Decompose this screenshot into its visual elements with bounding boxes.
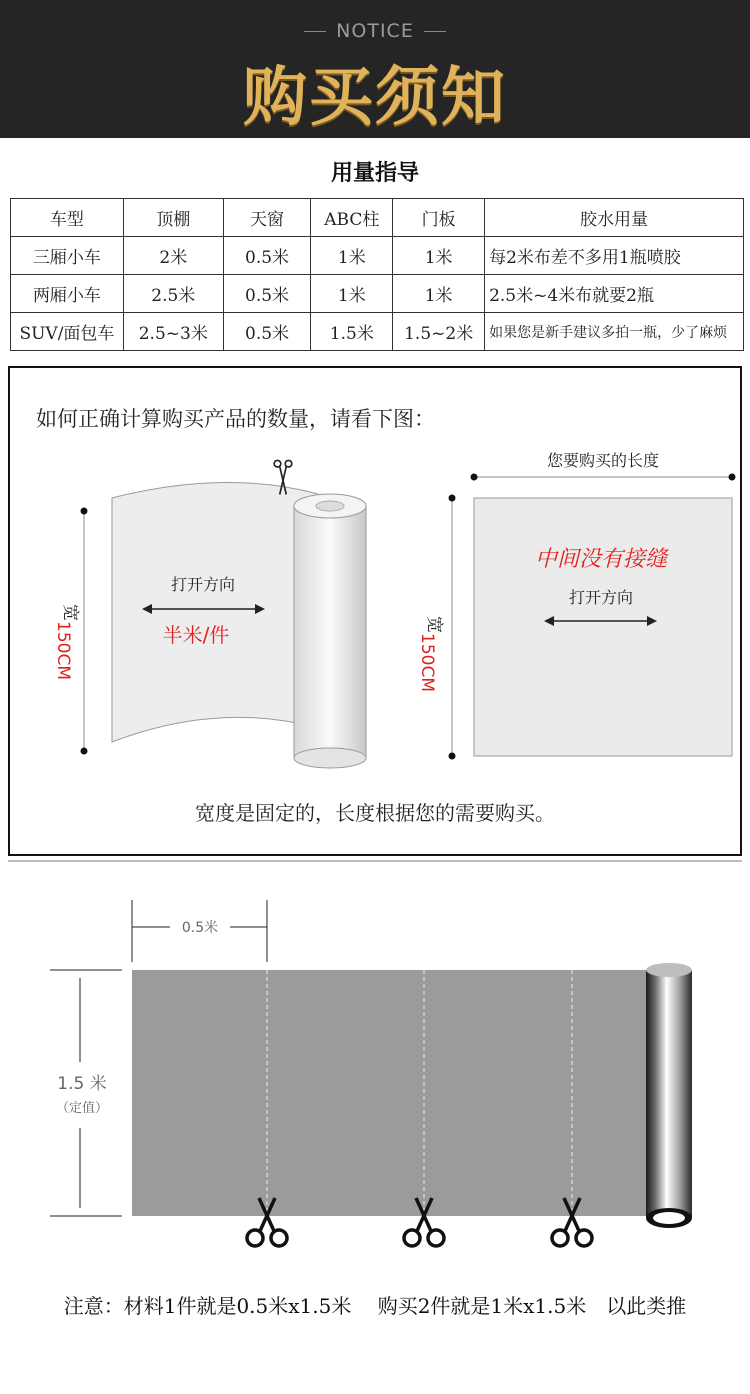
open-direction-label: 打开方向	[568, 588, 634, 607]
page-title: 购买须知	[243, 61, 507, 135]
length-label: 您要购买的长度	[546, 451, 660, 470]
table-cell: 三厢小车	[11, 237, 124, 275]
table-cell: 每2米布差不多用1瓶喷胶	[485, 237, 744, 275]
quantity-question: 如何正确计算购买产品的数量，请看下图：	[36, 407, 435, 431]
height-note: （定值）	[55, 1101, 109, 1116]
dimension-dot	[449, 495, 456, 502]
table-cell: 0.5米	[223, 237, 311, 275]
section-divider	[8, 860, 742, 862]
flat-sheet-illustration	[449, 474, 736, 760]
table-cell: 2.5米~4米布就要2瓶	[485, 275, 744, 313]
dimension-dot	[81, 748, 88, 755]
table-header-cell: 天窗	[223, 199, 311, 237]
roll-bottom	[294, 748, 366, 768]
width-label: 宽	[60, 604, 80, 621]
table-cell: 0.5米	[223, 313, 311, 351]
open-direction-label: 打开方向	[170, 575, 236, 594]
table-cell: 如果您是新手建议多拍一瓶，少了麻烦	[485, 313, 744, 351]
width-label: 宽	[424, 616, 444, 633]
fabric-roll-illustration	[81, 460, 367, 768]
roll-cylinder	[646, 970, 692, 1218]
table-cell: 2.5~3米	[123, 313, 223, 351]
no-seam-label: 中间没有接缝	[534, 547, 668, 572]
dimension-dot	[729, 474, 736, 481]
usage-table-title: 用量指导	[330, 160, 419, 186]
dimension-dot	[81, 508, 88, 515]
table-header-cell: 车型	[11, 199, 124, 237]
table-header-cell: 顶棚	[123, 199, 223, 237]
table-cell: 1米	[311, 275, 393, 313]
fabric-roll	[294, 506, 366, 758]
table-cell: 1.5米	[311, 313, 393, 351]
width-value: 150CM	[417, 633, 437, 692]
table-cell: 1米	[393, 275, 485, 313]
notice-text: NOTICE	[336, 20, 414, 42]
table-cell: 1米	[393, 237, 485, 275]
width-value: 150CM	[53, 621, 73, 680]
footer-note: 注意：材料1件就是0.5米x1.5米 购买2件就是1米x1.5米 以此类推	[63, 1294, 687, 1318]
table-header-cell: 门板	[393, 199, 485, 237]
table-cell: 1米	[311, 237, 393, 275]
dimension-dot	[471, 474, 478, 481]
fabric-panel	[132, 970, 672, 1216]
unit-label: 半米/件	[162, 623, 230, 647]
table-cell: SUV/面包车	[11, 313, 124, 351]
roll-cutting-diagram	[50, 900, 692, 1246]
table-header-cell: 胶水用量	[485, 199, 744, 237]
fabric-sheet	[112, 482, 318, 742]
roll-top	[646, 963, 692, 977]
table-header-cell: ABC柱	[311, 199, 393, 237]
roll-core	[653, 1212, 685, 1224]
table-cell: 1.5~2米	[393, 313, 485, 351]
roll-core	[316, 501, 344, 511]
table-cell: 2.5米	[123, 275, 223, 313]
table-cell: 0.5米	[223, 275, 311, 313]
table-cell: 两厢小车	[11, 275, 124, 313]
height-label: 1.5 米	[57, 1074, 107, 1094]
table-cell: 2米	[123, 237, 223, 275]
fabric-sheet	[474, 498, 732, 756]
segment-width-label: 0.5米	[181, 920, 219, 936]
quantity-note: 宽度是固定的，长度根据您的需要购买。	[195, 801, 555, 825]
dimension-dot	[449, 753, 456, 760]
